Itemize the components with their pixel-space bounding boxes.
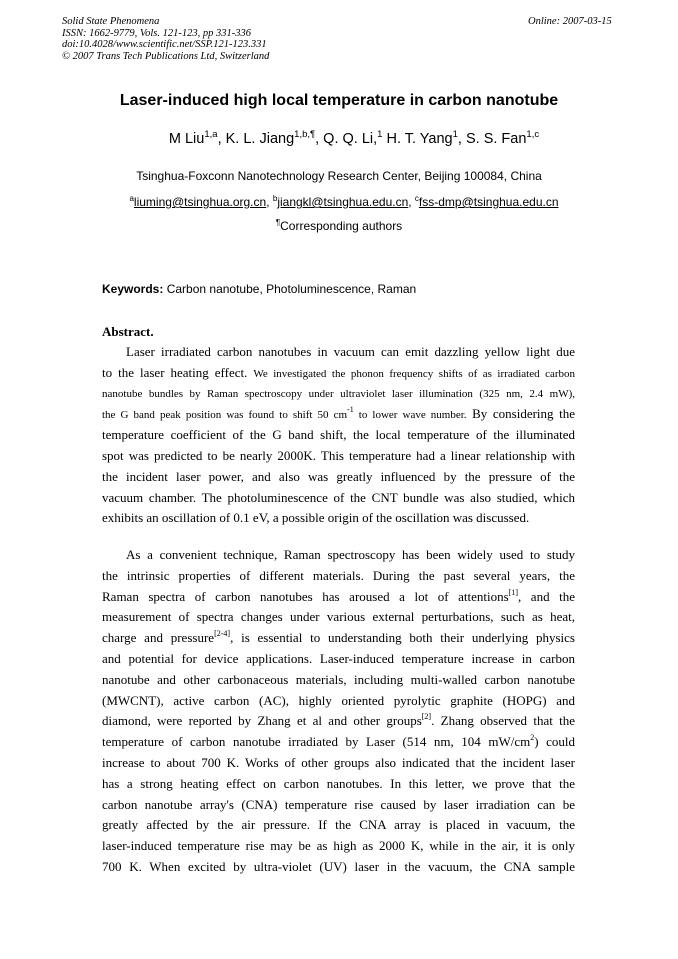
paper-title: Laser-induced high local temperature in carbon nanotube — [119, 92, 559, 109]
text-line: temperature of carbon nanotube irradiated by Laser (514 nm, 104 $mW/cm^2$) could — [102, 733, 575, 750]
journal-header — [62, 16, 269, 62]
corresponding-note: ¶Corresponding authors — [275, 218, 403, 233]
text-line: increase to about 700 K. Works of other groups also indicated that the incident laser — [102, 754, 575, 770]
issn-line: ISSN: 1662-9779, Vols. 121-123, pp 331-336 — [62, 27, 251, 39]
text-line: to the laser heating effect. We investigated the phonon frequency shifts of as irradiated carbon — [102, 364, 575, 380]
text-line: the incident laser power, and also was greatly influenced by the pressure of the — [102, 468, 575, 484]
email-list: $^a$liuming@tsinghua.org.cn, $^b$jiangkl@tsinghua.edu.cn, $^c$fss-dmp@tsinghua.edu.cn — [129, 194, 559, 209]
author-name: H. T. Yang — [386, 131, 453, 147]
abstract-body — [102, 342, 575, 529]
email-link[interactable]: fss-dmp@tsinghua.edu.cn — [418, 195, 559, 209]
text-line: Laser irradiated carbon nanotubes in vacuum can emit dazzling yellow light due — [126, 344, 575, 359]
email-link[interactable]: liuming@tsinghua.org.cn — [133, 195, 267, 209]
author-list: M Liu$^{1,a}$, K. L. Jiang$^{1,b,\P}$, Q. Q. Li,$^1$ H. T. Yang$^1$, S. S. Fan$^{1,c}$ — [168, 129, 540, 147]
text-line: Raman spectra of carbon nanotubes has aroused a lot of attentions[1], and the — [102, 587, 576, 604]
keywords-label: Keywords: — [102, 282, 164, 296]
citation: [1] — [508, 587, 518, 597]
text-line: (MWCNT), active carbon (AC), highly oriented pyrolytic graphite (HOPG) and — [102, 692, 575, 708]
text-line: carbon nanotube array's (CNA) temperature rise caused by laser irradiation can be — [102, 796, 575, 812]
text-line: the G band peak position was found to shift 50 $cm^{-1}$ to lower wave number. By considering the — [102, 405, 575, 422]
author-name: K. L. Jiang — [225, 131, 295, 147]
text-line: spot was predicted to be nearly 2000K. This temperature had a linear relationship with — [102, 447, 575, 463]
text-line: nanotube bundles by Raman spectroscopy under ultraviolet laser illumination (325 nm, 2.4 mW), — [102, 387, 575, 400]
abstract-heading: Abstract. — [102, 324, 154, 339]
text-line: 700 K. When excited by ultra-violet (UV) laser in the vacuum, the CNA sample — [102, 858, 575, 874]
author-sup: 1,c — [526, 129, 540, 140]
text-line: As a convenient technique, Raman spectroscopy has been widely used to study — [126, 547, 575, 562]
journal-name: Solid State Phenomena — [62, 16, 160, 27]
email-link[interactable]: jiangkl@tsinghua.edu.cn — [277, 195, 409, 209]
doi-line: doi:10.4028/www.scientific.net/SSP.121-123.331 — [62, 39, 267, 51]
text-line: and potential for device applications. Laser-induced temperature increase in carbon — [102, 650, 575, 666]
citation: [2] — [421, 712, 432, 722]
text-line: charge and pressure[2-4], is essential to understanding both their underlying physics — [102, 629, 575, 646]
text-line: vacuum chamber. The photoluminescence of the CNT bundle was also studied, which — [102, 489, 575, 505]
online-date: Online: 2007-03-15 — [528, 16, 612, 27]
affiliation: Tsinghua-Foxconn Nanotechnology Research Center, Beijing 100084, China — [136, 169, 542, 183]
text-line: diamond, were reported by Zhang et al and other groups[2]. Zhang observed that the — [102, 712, 576, 729]
author-sup: 1,b,¶ — [294, 129, 316, 140]
author-sup: 1 — [377, 129, 383, 140]
author-sup: 1 — [452, 129, 458, 140]
text-line: has a strong heating effect on carbon nanotubes. In this letter, we prove that the — [102, 775, 575, 791]
keywords — [102, 282, 416, 296]
text-line: exhibits an oscillation of 0.1 eV, a possible origin of the oscillation was discussed. — [102, 510, 530, 526]
copyright-line: © 2007 Trans Tech Publications Ltd, Switzerland — [62, 50, 270, 62]
text-line: nanotube and other carbonaceous materials, including multi-walled carbon nanotube — [102, 671, 575, 687]
author-sup: 1,a — [204, 129, 218, 140]
text-line: greatly affected by the air pressure. If the CNA array is placed in vacuum, the — [102, 817, 575, 833]
keywords-text: Carbon nanotube, Photoluminescence, Raman — [166, 282, 417, 296]
text-line: the intrinsic properties of different materials. During the past several years, the — [102, 567, 575, 583]
author-name: Q. Q. Li, — [323, 131, 378, 147]
text-line: measurement of spectra changes under various external perturbations, such as heat, — [102, 609, 575, 625]
author-name: S. S. Fan — [465, 131, 527, 147]
intro-body — [102, 545, 575, 878]
text-line: temperature coefficient of the G band shift, the local temperature of the illuminated — [102, 427, 575, 443]
text-line: laser-induced temperature rise may be as high as 2000 K, while in the air, it is only — [102, 838, 575, 854]
citation: [2-4] — [214, 629, 231, 639]
author-name: M Liu — [168, 131, 205, 147]
